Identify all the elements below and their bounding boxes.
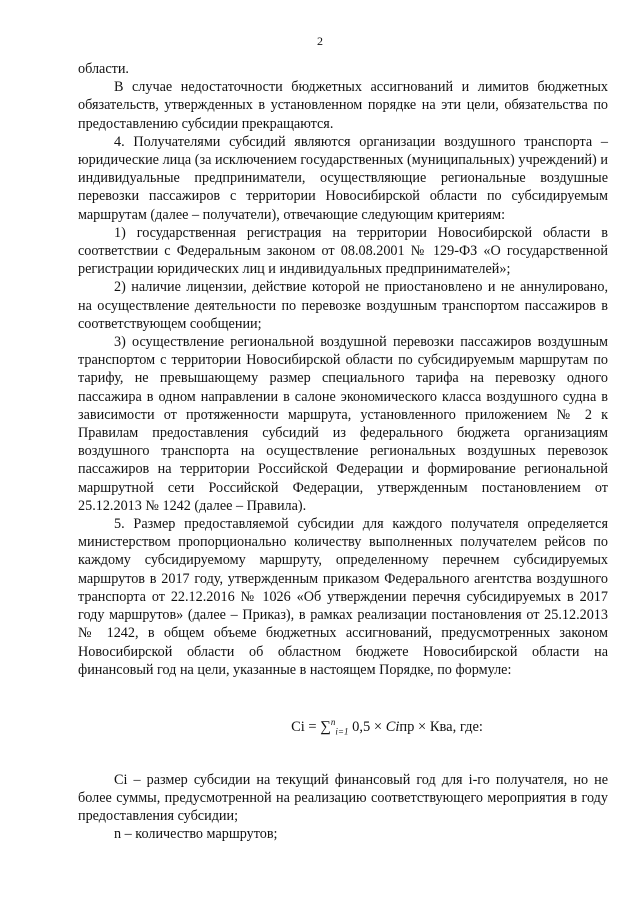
paragraph-recipients: 4. Получателями субсидий являются организации воздушного транспорта – юридические лица (за исключением государственных (муниципальных) учреждений) и индивидуальные предприниматели, осуществляющие региональные воздушные перевозки пассажиров с территории Новосибирской области по субсидируемым маршрутам (далее – получатели), отвечающие следующим критериям: (78, 133, 608, 223)
paragraph-subsidy-size: 5. Размер предоставляемой субсидии для каждого получателя определяется министерством пропорционально количеству выполненных получателем рейсов по каждому субсидируемому маршруту, определенному перечнем субсидируемых маршрутов в 2017 году, утвержденным приказом Федерального агентства воздушного транспорта от 22.12.2016 № 1026 «Об утверждении перечня субсидируемых в 2017 году маршрутов» (далее – Приказ), в рамках реализации постановления от 25.12.2013 № 1242, в общем объеме бюджетных ассигнований, предусмотренных законом Новосибирской области об областном бюджете Новосибирской области на финансовый год на цели, указанные в настоящем Порядке, по формуле: (78, 516, 608, 678)
paragraph-continuation: области. (78, 61, 129, 77)
criterion-transportation: 3) осуществление региональной воздушной перевозки пассажиров воздушным транспортом с территории Новосибирской области по субсидируемым маршрутам по тарифу, не превышающему размер специального тарифа на перевозку одного пассажира в одном направлении в салоне экономического класса воздушного судна в зависимости от протяженности маршрута, установленного приложением № 2 к Правилам предоставления субсидий из федерального бюджета организациям воздушного транспорта на осуществление региональных воздушных перевозок пассажиров на территории Российской Федерации и формирование региональной маршрутной сети Российской Федерации, утвержденным постановлением от 25.12.2013 № 1242 (далее – Правила). (78, 334, 608, 514)
paragraph-insufficient-funds: В случае недостаточности бюджетных ассигнований и лимитов бюджетных обязательств, утвержденных в установленном порядке на эти цели, обязательства по предоставлению субсидии прекращаются. (78, 79, 608, 132)
formula-lhs: Ci = (291, 718, 321, 735)
formula-c-italic: Ci (385, 718, 400, 735)
formula-sum-upper: n (330, 716, 336, 727)
definition-n: n – количество маршрутов; (114, 826, 278, 843)
document-body (78, 60, 608, 844)
criterion-license: 2) наличие лицензии, действие которой не приостановлено и не аннулировано, на осуществление деятельности по перевозке воздушным транспортом пассажиров в соответствующем сообщении; (78, 279, 608, 332)
subsidy-formula (78, 713, 608, 741)
formula-sum-lower: i=1 (335, 726, 349, 737)
criterion-registration: 1) государственная регистрация на территории Новосибирской области в соответствии с Федеральным законом от 08.08.2001 № 129-ФЗ «О государственной регистрации юридических лиц и индивидуальных предпринимателей»; (78, 224, 608, 278)
definition-ci: Ci – размер субсидии на текущий финансовый год для i-го получателя, но не более суммы, предусмотренной на реализацию соответствующего мероприятия в году предоставления субсидии; (78, 771, 608, 825)
formula-body-2: пр × Ква, где: (399, 718, 483, 735)
page-number: 2 (317, 34, 323, 48)
formula-sum-symbol: ∑ (320, 718, 331, 735)
formula-body-1: 0,5 × (348, 718, 386, 735)
